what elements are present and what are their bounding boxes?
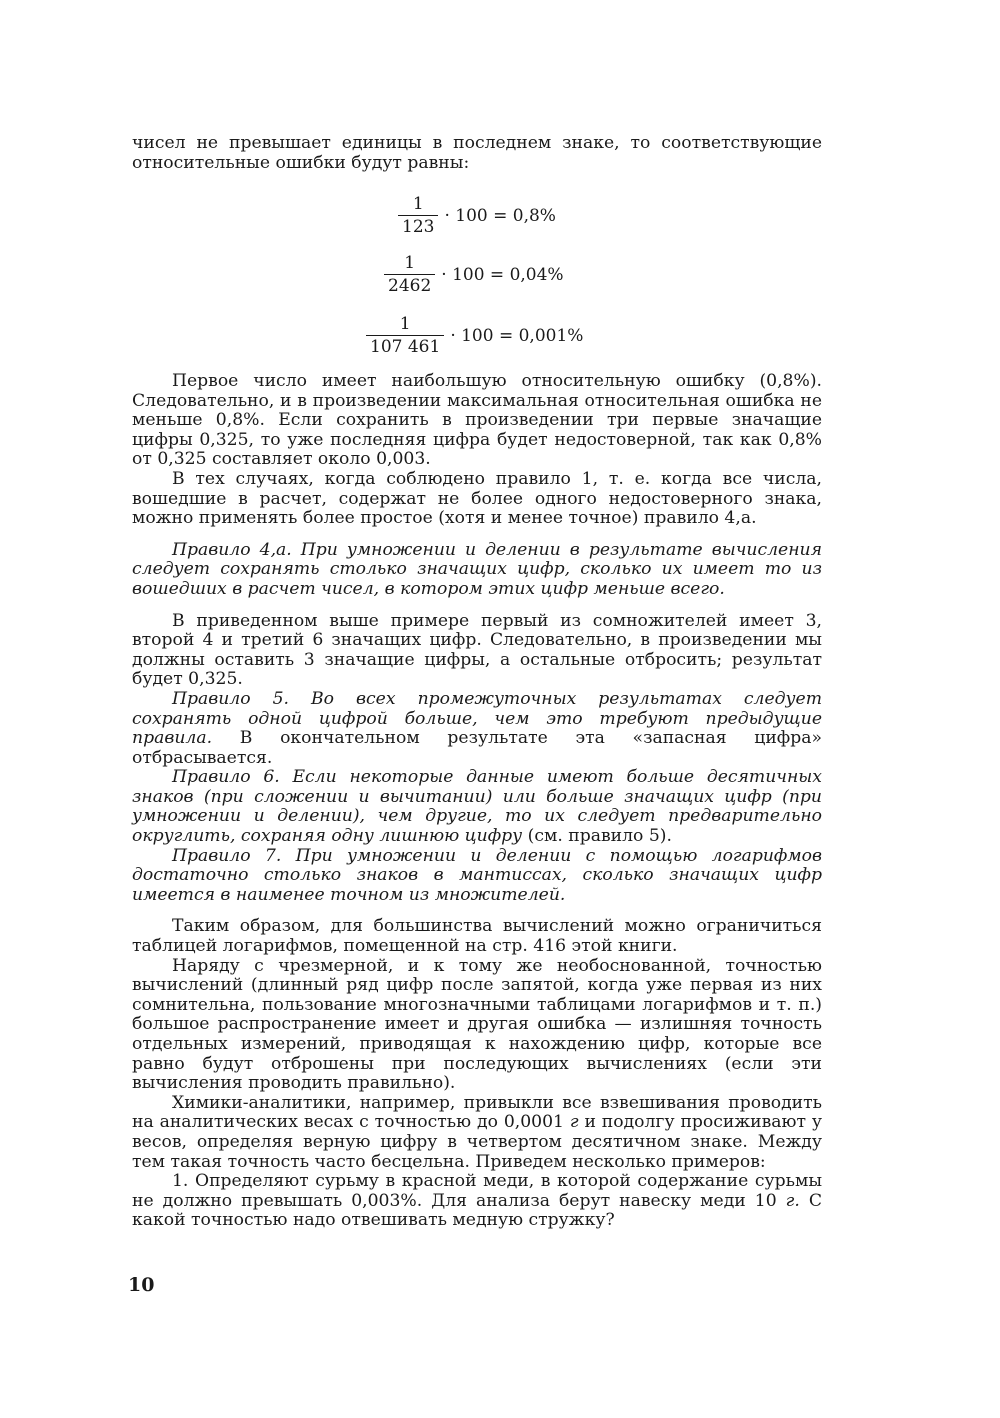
formula-expression: · 100 = 0,001% <box>450 325 584 346</box>
paragraph-rule-1-case: В тех случаях, когда соблюдено правило 1, т. е. когда все числа, вошедшие в расчет, содержат не более одного недостоверного знака, можно применять более простое (хотя и менее точное) правило 4,а. <box>132 468 822 529</box>
analysts-text-end: и подолгу просиживают у весов, определяя верную цифру в четвертом десятичном знаке. Между тем такая точность часто бесцельна. Приведем несколько примеров: <box>132 1112 822 1172</box>
paragraph-excess-precision: Наряду с чрезмерной, и к тому же необоснованной, точностью вычислений (длинный ряд цифр после запятой, когда уже первая из них сомнительна, пользование многозначными таблицами логарифмов и т. п.) большое распространение имеет и другая ошибка — излишняя точность отдельных измерений, приводящая к нахождению цифр, которые все равно будут отброшены при последующих вычислениях (если эти вычисления проводить правильно). <box>132 955 822 1094</box>
intro-line-2: относительные ошибки будут равны: <box>132 152 470 173</box>
rule-6-reference: (см. правило 5). <box>527 826 672 847</box>
fraction <box>398 194 438 237</box>
numerator: 1 <box>399 314 411 334</box>
denominator: 123 <box>398 215 438 237</box>
rule-6-text: Правило 6. Если некоторые данные имеют больше десятичных знаков (при сложении и вычитании) или больше значащих цифр (при умножении и делении), чем другие, то их следует предварительно округлить, сохраняя одну лишнюю цифру <box>132 767 822 847</box>
formula-2 <box>384 253 564 296</box>
denominator: 2462 <box>384 274 435 296</box>
fraction <box>366 314 444 357</box>
page-number: 10 <box>128 1274 155 1296</box>
fraction <box>384 253 435 296</box>
paragraph-example-1 <box>132 1172 822 1231</box>
paragraph-relative-error: Первое число имеет наибольшую относительную ошибку (0,8%). Следовательно, и в произведении максимальная относительная ошибка не меньше 0,8%. Если сохранить в произведении три первые значащие цифры 0,325, то уже последняя цифра будет недостоверной, так как 0,8% от 0,325 составляет около 0,003. <box>132 371 822 470</box>
intro-line-1: чисел не превышает единицы в последнем знаке, то соответствующие <box>132 133 822 153</box>
rule-7: Правило 7. При умножении и делении с помощью логарифмов достаточно столько знаков в мантиссах, сколько значащих цифр имеется в наименее точном из множителей. <box>132 845 822 905</box>
paragraph-example: В приведенном выше примере первый из сомножителей имеет 3, второй 4 и третий 6 значащих цифр. Следовательно, в произведении мы должны оставить 3 значащие цифры, а остальные отбросить; результат будет 0,325. <box>132 610 822 690</box>
unit-gram: г <box>569 1112 579 1133</box>
unit-gram: г. <box>785 1190 800 1211</box>
formula-expression: · 100 = 0,04% <box>441 264 564 285</box>
example-1-text-start: 1. Определяют сурьму в красной меди, в которой содержание сурьмы не должно превышать 0,003%. Для анализа берут навеску меди 10 <box>132 1171 822 1211</box>
numerator: 1 <box>412 194 424 214</box>
rule-6 <box>132 768 822 846</box>
denominator: 107 461 <box>366 335 444 357</box>
rule-5-text: Правило 5. Во всех промежуточных результатах следует сохранять одной цифрой больше, чем это требуют предыдущие правила. <box>132 688 822 749</box>
paragraph-analysts <box>132 1094 822 1172</box>
analysts-text-start: Химики-аналитики, например, привыкли все взвешивания проводить на аналитических весах с точностью до 0,0001 <box>132 1092 822 1133</box>
example-1-question: С какой точностью надо отвешивать медную стружку? <box>132 1190 823 1231</box>
formula-3 <box>366 314 583 357</box>
rule-5-note: В окончательном результате эта «запасная цифра» отбрасывается. <box>132 728 822 768</box>
formula-expression: · 100 = 0,8% <box>444 205 556 226</box>
main-text <box>132 372 822 1231</box>
paragraph-logarithm-table: Таким образом, для большинства вычислений можно ограничиться таблицей логарифмов, помещенной на стр. 416 этой книги. <box>132 916 822 957</box>
formula-1 <box>398 194 556 237</box>
intro-text <box>132 134 822 173</box>
rule-4a: Правило 4,а. При умножении и делении в результате вычисления следует сохранять столько значащих цифр, сколько их имеет то из вошедших в расчет чисел, в котором этих цифр меньше всего. <box>132 539 822 599</box>
numerator: 1 <box>404 253 416 273</box>
rule-5 <box>132 690 822 768</box>
